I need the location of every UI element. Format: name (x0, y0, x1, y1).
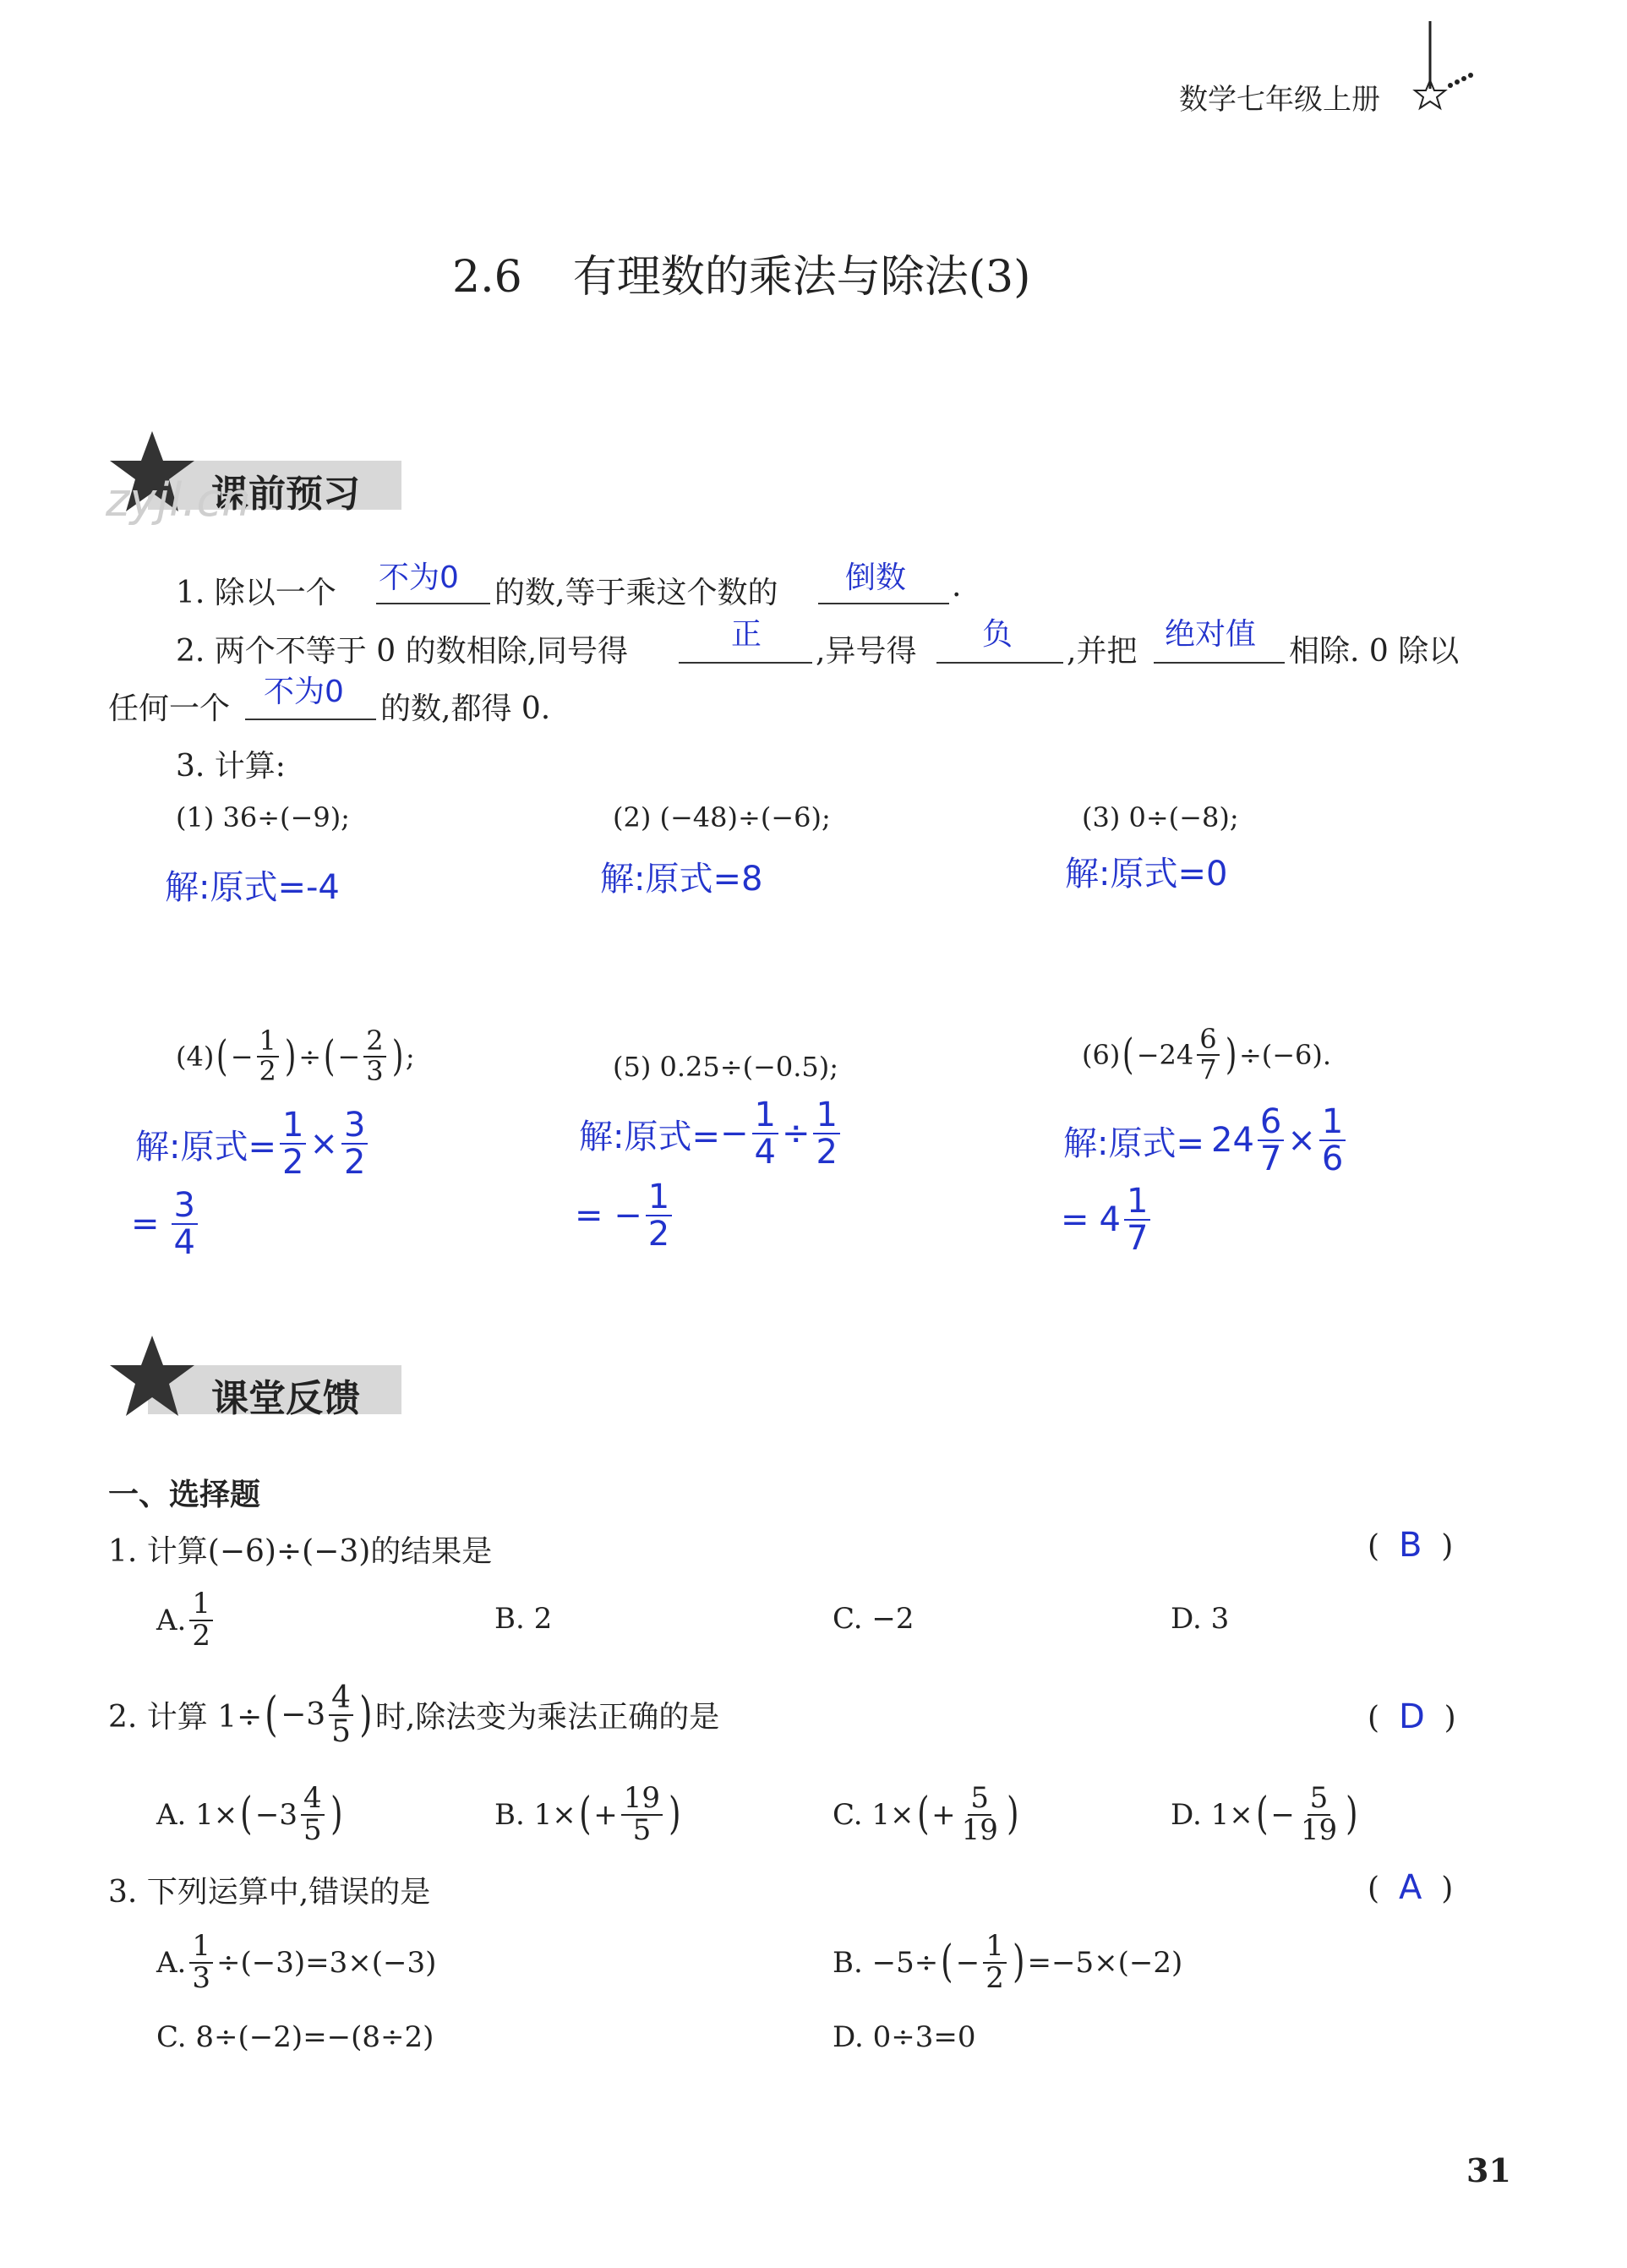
question-2-line2-prefix: 任何一个 (108, 691, 231, 726)
answer-4-result: = $\frac{3}{4}$ (131, 1188, 201, 1260)
handwritten-answer: 绝对值 (1165, 617, 1257, 652)
mc-2-answer-bracket: ( D ) (1368, 1697, 1456, 1736)
mc-1-option-c: C. −2 (833, 1602, 915, 1636)
section-label: 课前预习 (211, 473, 360, 516)
fraction-denominator: 19 (1300, 1812, 1338, 1847)
fraction-numerator: 1 (280, 1107, 306, 1145)
mixed-whole: −3 (281, 1697, 326, 1733)
fraction-denominator: 2 (985, 1960, 1004, 1995)
mc-2-option-d: D. 1× ( − $\frac{5}{19}$ ) (1171, 1781, 1358, 1847)
answer-prefix: 解:原式= (135, 1127, 276, 1167)
mc-1-option-a (156, 1589, 216, 1651)
mixed-whole: 24 (1211, 1121, 1254, 1160)
fraction-denominator: 5 (632, 1812, 652, 1847)
fraction-numerator: 1 (1319, 1104, 1346, 1141)
option-expr: − (1270, 1797, 1295, 1832)
option-label: A. (156, 1945, 187, 1980)
lesson-title (452, 241, 1030, 304)
handwritten-answer: 负 (982, 617, 1013, 652)
calc-item-1: (1) 36÷(−9); (176, 801, 350, 833)
fraction-numerator: 4 (329, 1682, 353, 1716)
fraction-numerator: 1 (1124, 1183, 1150, 1221)
option-label: D. 1× (1171, 1797, 1253, 1832)
question-2-mid2: ,并把 (1067, 634, 1138, 669)
answer-prefix: 解:原式= (579, 1117, 720, 1156)
option-label: B. 1× (494, 1797, 576, 1832)
fraction-denominator: 3 (366, 1054, 384, 1087)
answer-6: 解:原式= 24 $\frac{6}{7}$ × $\frac{1}{6}$ (1063, 1104, 1349, 1177)
handwritten-answer: 倒数 (845, 560, 907, 595)
mixed-whole: 4 (1099, 1200, 1121, 1239)
mc-1-answer-bracket: ( B ) (1368, 1526, 1454, 1565)
mc-3-stem: 3. 下列运算中,错误的是 (108, 1875, 431, 1910)
option-label: A. (156, 1603, 187, 1637)
fraction-denominator: 7 (1126, 1219, 1149, 1258)
handwritten-answer: 不为0 (379, 560, 459, 595)
option-label: B. −5÷ (833, 1945, 939, 1980)
part-heading: 一、选择题 (108, 1478, 261, 1512)
question-1-end: . (952, 569, 962, 604)
fraction-numerator: 1 (189, 1589, 213, 1621)
question-3-label: 3. 计算: (176, 749, 286, 784)
semicolon: ; (405, 1040, 415, 1073)
mc-1-option-b: B. 2 (494, 1602, 553, 1636)
handwritten-choice: A (1398, 1868, 1422, 1907)
mc-3-option-b: B. −5÷ ( − $\frac{1}{2}$ ) =−5×(−2) (833, 1929, 1183, 1995)
fraction-denominator: 7 (1259, 1139, 1282, 1178)
fraction-numerator: 6 (1258, 1104, 1284, 1141)
fraction-denominator: 6 (1321, 1139, 1344, 1178)
lesson-number: 2.6 (452, 252, 522, 303)
question-2-mid1: ,异号得 (816, 634, 917, 669)
section-banner-feedback (106, 1331, 410, 1424)
answer-1: 解:原式=-4 (165, 868, 340, 907)
fraction-denominator: 4 (173, 1223, 195, 1262)
calc-item-6: (6) ( − 24 $\frac{6}{7}$ ) ÷(−6). (1082, 1023, 1332, 1085)
calc-item-2: (2) (−48)÷(−6); (613, 801, 831, 833)
handwritten-choice: D (1398, 1697, 1425, 1736)
fraction-denominator: 5 (303, 1812, 322, 1847)
fraction-numerator: 1 (189, 1932, 213, 1964)
fraction-denominator: 3 (192, 1960, 211, 1995)
section-label: 课堂反馈 (211, 1377, 360, 1420)
mc-1-stem: 1. 计算(−6)÷(−3)的结果是 (108, 1534, 493, 1569)
calc-item-4: (4) ( − $\frac{1}{2}$ ) ÷ ( − $\frac{2}{3}$ ) ; (176, 1025, 415, 1087)
fraction-numerator: 4 (301, 1784, 325, 1816)
star-icon (106, 1331, 199, 1424)
question-2-line2-end: 的数,都得 0. (380, 691, 551, 726)
mc-2-option-c: C. 1× ( + $\frac{5}{19}$ ) (833, 1781, 1019, 1847)
mc-2-option-a: A. 1× ( −3 $\frac{4}{5}$ ) (156, 1781, 343, 1847)
fraction-denominator: 2 (259, 1054, 276, 1087)
mc-3-option-d: D. 0÷3=0 (833, 2020, 976, 2054)
item-label: (6) (1082, 1038, 1121, 1071)
option-expr: =−5×(−2) (1027, 1945, 1183, 1980)
mc-3-answer-bracket: ( A ) (1368, 1868, 1454, 1907)
fraction-numerator: 5 (1308, 1784, 1331, 1816)
answer-5: 解:原式= − $\frac{1}{4}$ ÷ $\frac{1}{2}$ (579, 1097, 844, 1170)
answer-2: 解:原式=8 (600, 860, 763, 899)
question-2-prefix: 2. 两个不等于 0 的数相除,同号得 (176, 634, 629, 669)
fraction-denominator: 2 (647, 1215, 670, 1254)
fraction-numerator: 19 (621, 1784, 663, 1816)
fraction-numerator: 2 (363, 1027, 385, 1057)
answer-5-result: = − $\frac{1}{2}$ (575, 1179, 675, 1252)
item-label: (4) (176, 1040, 215, 1073)
fraction-denominator: 2 (816, 1133, 838, 1172)
fraction-numerator: 3 (172, 1188, 198, 1225)
option-label: C. 1× (833, 1797, 915, 1832)
fraction-numerator: 6 (1197, 1025, 1219, 1056)
calc-item-5: (5) 0.25÷(−0.5); (613, 1051, 839, 1083)
answer-4: 解:原式= $\frac{1}{2}$ × $\frac{3}{2}$ (135, 1107, 371, 1180)
handwritten-choice: B (1398, 1526, 1422, 1565)
handwritten-answer: 正 (731, 617, 762, 652)
item-tail: ÷(−6). (1238, 1038, 1332, 1071)
fraction-denominator: 7 (1199, 1052, 1217, 1085)
handwritten-answer: 不为0 (264, 675, 344, 709)
page-number: 31 (1466, 2151, 1511, 2189)
mc-3-option-c: C. 8÷(−2)=−(8÷2) (156, 2020, 434, 2054)
question-1-middle: 的数,等于乘这个数的 (494, 576, 778, 610)
fraction-numerator: 3 (341, 1107, 368, 1145)
calc-item-3: (3) 0÷(−8); (1082, 801, 1239, 833)
watermark: zyjl.cn (106, 473, 251, 527)
option-expr: + (931, 1797, 956, 1832)
option-expr: ÷(−3)=3×(−3) (216, 1945, 437, 1980)
mixed-whole: 24 (1159, 1038, 1194, 1071)
fraction-numerator: 1 (813, 1097, 839, 1134)
fraction-denominator: 2 (192, 1618, 211, 1653)
option-expr: + (593, 1797, 618, 1832)
stem-text: 时,除法变为乘法正确的是 (374, 1700, 720, 1735)
question-1-prefix: 1. 除以一个 (176, 576, 336, 610)
option-label: A. 1× (156, 1797, 238, 1832)
lesson-name: 有理数的乘法与除法(3) (572, 252, 1031, 303)
mc-2-option-b: B. 1× ( + $\frac{19}{5}$ ) (494, 1781, 681, 1847)
option-expr: −3 (254, 1797, 298, 1832)
fraction-denominator: 19 (961, 1812, 998, 1847)
answer-3: 解:原式=0 (1065, 855, 1228, 894)
answer-prefix: 解:原式= (1063, 1123, 1204, 1163)
fraction-numerator: 5 (968, 1784, 991, 1816)
fraction-denominator: 5 (331, 1713, 352, 1749)
answer-6-result: = 4 $\frac{1}{7}$ (1061, 1183, 1154, 1256)
stem-text: 2. 计算 1÷ (108, 1700, 263, 1735)
fraction-denominator: 2 (343, 1143, 366, 1182)
mc-3-option-a (156, 1929, 437, 1995)
header-decoration (1386, 21, 1488, 114)
fraction-numerator: 1 (646, 1179, 672, 1216)
fraction-numerator: 1 (983, 1932, 1007, 1964)
book-title: 数学七年级上册 (1179, 83, 1380, 117)
fraction-numerator: 1 (752, 1097, 778, 1134)
fraction-numerator: 1 (257, 1027, 279, 1057)
fraction-denominator: 4 (754, 1133, 776, 1172)
mc-1-option-d: D. 3 (1171, 1602, 1230, 1636)
fraction-denominator: 2 (282, 1143, 304, 1182)
question-2-mid3: 相除. 0 除以 (1289, 634, 1460, 669)
mc-2-stem: 2. 计算 1÷ ( −3 $\frac{4}{5}$ ) 时,除法变为乘法正确的是 (108, 1681, 720, 1749)
